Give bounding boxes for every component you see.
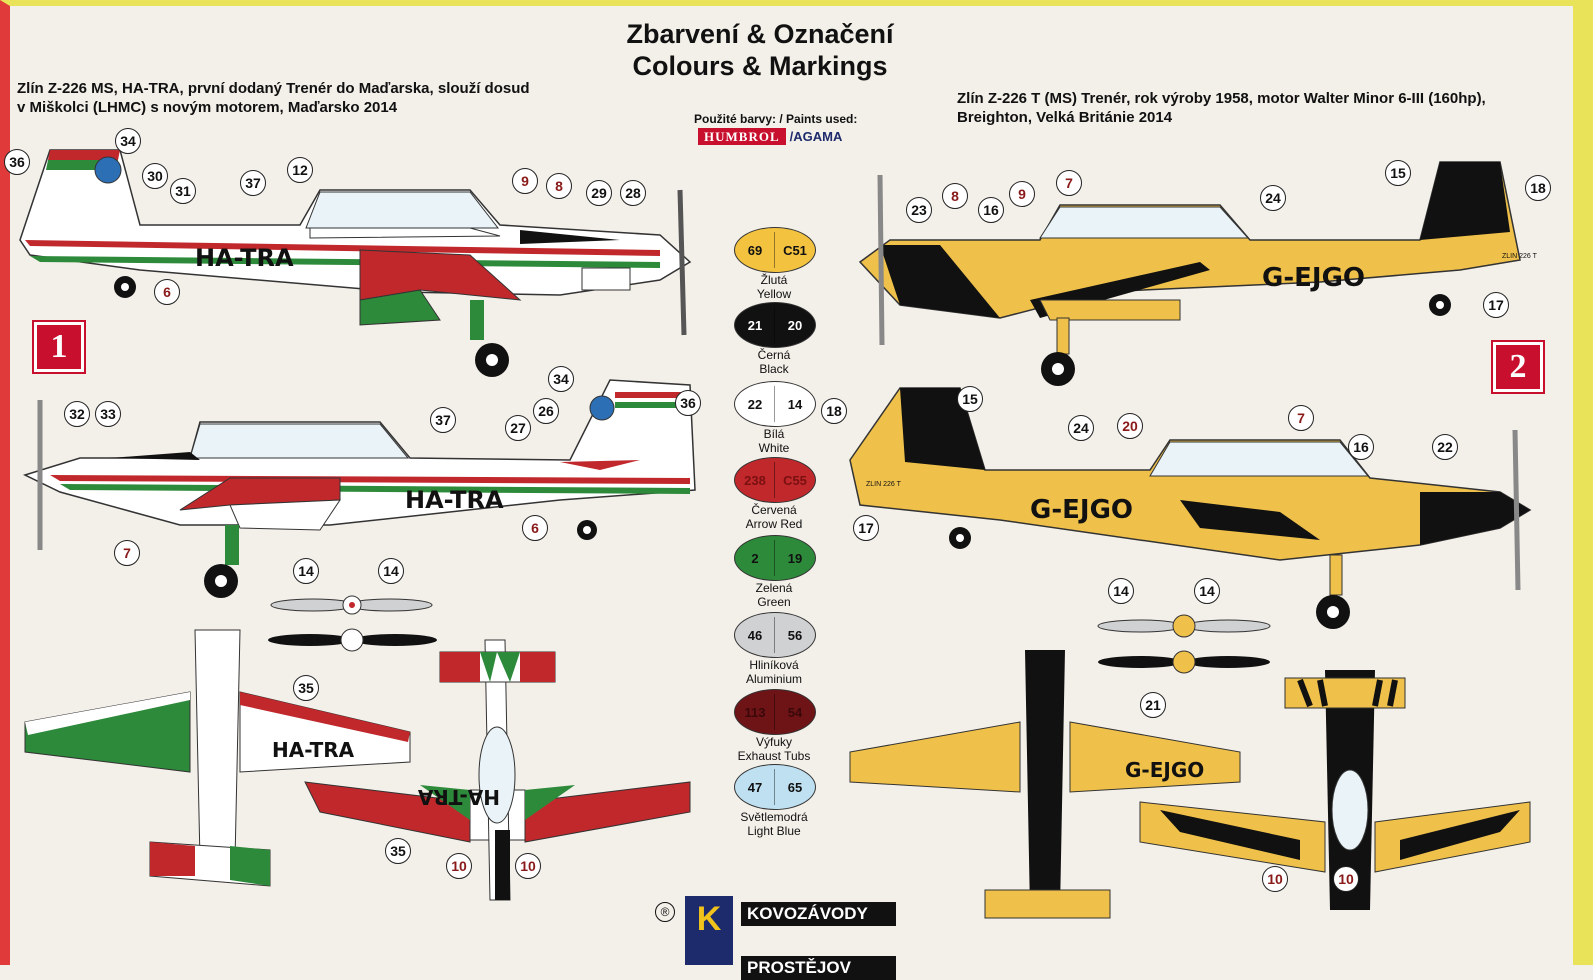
registered-mark: ® <box>655 902 675 922</box>
title-czech: Zbarvení & Označení <box>626 19 894 49</box>
callout-number: 28 <box>620 180 646 206</box>
scheme2-caption-line2: Breighton, Velká Británie 2014 <box>957 109 1173 126</box>
paint-name-czech: Žlutá <box>760 273 788 287</box>
scheme2-number-badge: 2 <box>1493 342 1543 392</box>
humbrol-code: 47 <box>747 779 763 795</box>
callout-number: 14 <box>293 558 319 584</box>
agama-code: 19 <box>787 550 803 566</box>
scheme2-side2-registration: G-EJGO <box>1030 495 1134 525</box>
callout-number: 14 <box>378 558 404 584</box>
agama-code: C51 <box>783 242 807 258</box>
callout-number: 10 <box>1262 866 1288 892</box>
paint-name-czech: Výfuky <box>755 735 792 749</box>
callout-number: 7 <box>1288 405 1314 431</box>
callout-number: 17 <box>853 515 879 541</box>
callout-number: 10 <box>515 853 541 879</box>
callout-number: 37 <box>430 407 456 433</box>
paints-used-label: Použité barvy: / Paints used: <box>694 112 858 126</box>
callout-number: 16 <box>978 197 1004 223</box>
callout-number: 34 <box>548 366 574 392</box>
scheme1-bottom-registration: HA-TRA <box>417 785 500 809</box>
scheme2-side1-registration: G-EJGO <box>1262 263 1366 293</box>
callout-number: 8 <box>942 183 968 209</box>
paint-name-czech: Černá <box>757 348 791 362</box>
paint-name-english: Light Blue <box>747 824 801 838</box>
paint-brands: HUMBROL /AGAMA <box>698 129 842 145</box>
scheme1-number-badge: 1 <box>34 322 84 372</box>
callout-number: 10 <box>446 853 472 879</box>
scheme1-side2-registration: HA-TRA <box>405 486 504 514</box>
callout-number: 32 <box>64 401 90 427</box>
paint-name-czech: Světlemodrá <box>740 810 808 824</box>
logo-line2: PROSTĚJOV <box>741 956 896 980</box>
paint-name-english: Green <box>757 595 791 609</box>
humbrol-logo: HUMBROL <box>698 128 786 145</box>
scheme2-top-registration: G-EJGO <box>1125 758 1205 782</box>
paint-name-english: Black <box>759 362 789 376</box>
scheme1-top-view <box>25 630 410 886</box>
humbrol-code: 238 <box>744 472 766 488</box>
callout-number: 33 <box>95 401 121 427</box>
callout-number: 18 <box>821 398 847 424</box>
callout-number: 9 <box>512 168 538 194</box>
humbrol-code: 2 <box>751 550 759 566</box>
agama-code: 14 <box>787 396 803 412</box>
scheme2-top-view <box>850 650 1240 918</box>
agama-code: C55 <box>783 472 807 488</box>
callout-number: 14 <box>1108 578 1134 604</box>
title-english: Colours & Markings <box>632 51 888 81</box>
callout-number: 26 <box>533 398 559 424</box>
paint-name-czech: Hliníková <box>749 658 799 672</box>
callout-number: 24 <box>1068 415 1094 441</box>
callout-number: 31 <box>170 178 196 204</box>
humbrol-code: 46 <box>747 627 763 643</box>
callout-number: 14 <box>1194 578 1220 604</box>
callout-number: 20 <box>1117 413 1143 439</box>
callout-number: 27 <box>505 415 531 441</box>
callout-number: 35 <box>293 675 319 701</box>
paint-name-czech: Červená <box>751 503 797 517</box>
callout-number: 10 <box>1333 866 1359 892</box>
humbrol-code: 113 <box>744 704 766 720</box>
agama-code: 20 <box>787 317 803 333</box>
callout-number: 37 <box>240 170 266 196</box>
paint-name-czech: Bílá <box>763 427 785 441</box>
callout-number: 6 <box>154 279 180 305</box>
agama-code: 54 <box>787 704 803 720</box>
callout-number: 22 <box>1432 434 1458 460</box>
humbrol-code: 69 <box>747 242 763 258</box>
scheme2-side2-fin-text: ZLIN 226 T <box>866 481 901 488</box>
callout-number: 36 <box>675 390 701 416</box>
callout-number: 8 <box>546 173 572 199</box>
callout-number: 18 <box>1525 175 1551 201</box>
agama-logo: AGAMA <box>793 129 843 144</box>
callout-number: 21 <box>1140 692 1166 718</box>
logo-line1: KOVOZÁVODY <box>741 902 896 926</box>
scheme2-propellers <box>1098 615 1270 673</box>
callout-number: 12 <box>287 157 313 183</box>
callout-number: 34 <box>115 128 141 154</box>
callout-number: 6 <box>522 515 548 541</box>
scheme1-bottom-view <box>305 640 690 900</box>
humbrol-code: 21 <box>747 317 763 333</box>
callout-number: 16 <box>1348 434 1374 460</box>
callout-number: 17 <box>1483 292 1509 318</box>
paint-name-czech: Zelená <box>755 581 793 595</box>
callout-number: 29 <box>586 180 612 206</box>
paint-name-english: Aluminium <box>745 672 802 686</box>
scheme1-propellers <box>268 596 437 651</box>
callout-number: 36 <box>4 149 30 175</box>
callout-number: 24 <box>1260 185 1286 211</box>
agama-code: 56 <box>787 627 803 643</box>
manufacturer-logo <box>651 896 901 977</box>
paint-name-english: White <box>758 441 790 455</box>
logo-k-emblem: K <box>685 896 733 965</box>
callout-number: 15 <box>957 386 983 412</box>
callout-number: 35 <box>385 838 411 864</box>
scheme1-caption-line2: v Miškolci (LHMC) s novým motorem, Maďarsko 2014 <box>17 99 398 116</box>
humbrol-code: 22 <box>747 396 763 412</box>
scheme2-caption-line1: Zlín Z-226 T (MS) Trenér, rok výroby 1958, motor Walter Minor 6-III (160hp), <box>957 90 1486 107</box>
paint-name-english: Yellow <box>756 287 792 301</box>
paint-name-english: Exhaust Tubs <box>737 749 811 763</box>
agama-code: 65 <box>787 779 803 795</box>
callout-number: 9 <box>1009 181 1035 207</box>
callout-number: 15 <box>1385 160 1411 186</box>
scheme1-top-registration: HA-TRA <box>272 738 355 762</box>
scheme1-side1-registration: HA-TRA <box>195 244 294 272</box>
scheme2-side-view-right <box>850 388 1530 629</box>
callout-number: 23 <box>906 197 932 223</box>
callout-number: 7 <box>114 540 140 566</box>
callout-number: 7 <box>1056 170 1082 196</box>
scheme1-caption-line1: Zlín Z-226 MS, HA-TRA, první dodaný Trenér do Maďarska, slouží dosud <box>17 80 530 97</box>
scheme2-side1-fin-text: ZLIN 226 T <box>1502 253 1537 260</box>
paint-name-english: Arrow Red <box>745 517 803 531</box>
callout-number: 30 <box>142 163 168 189</box>
